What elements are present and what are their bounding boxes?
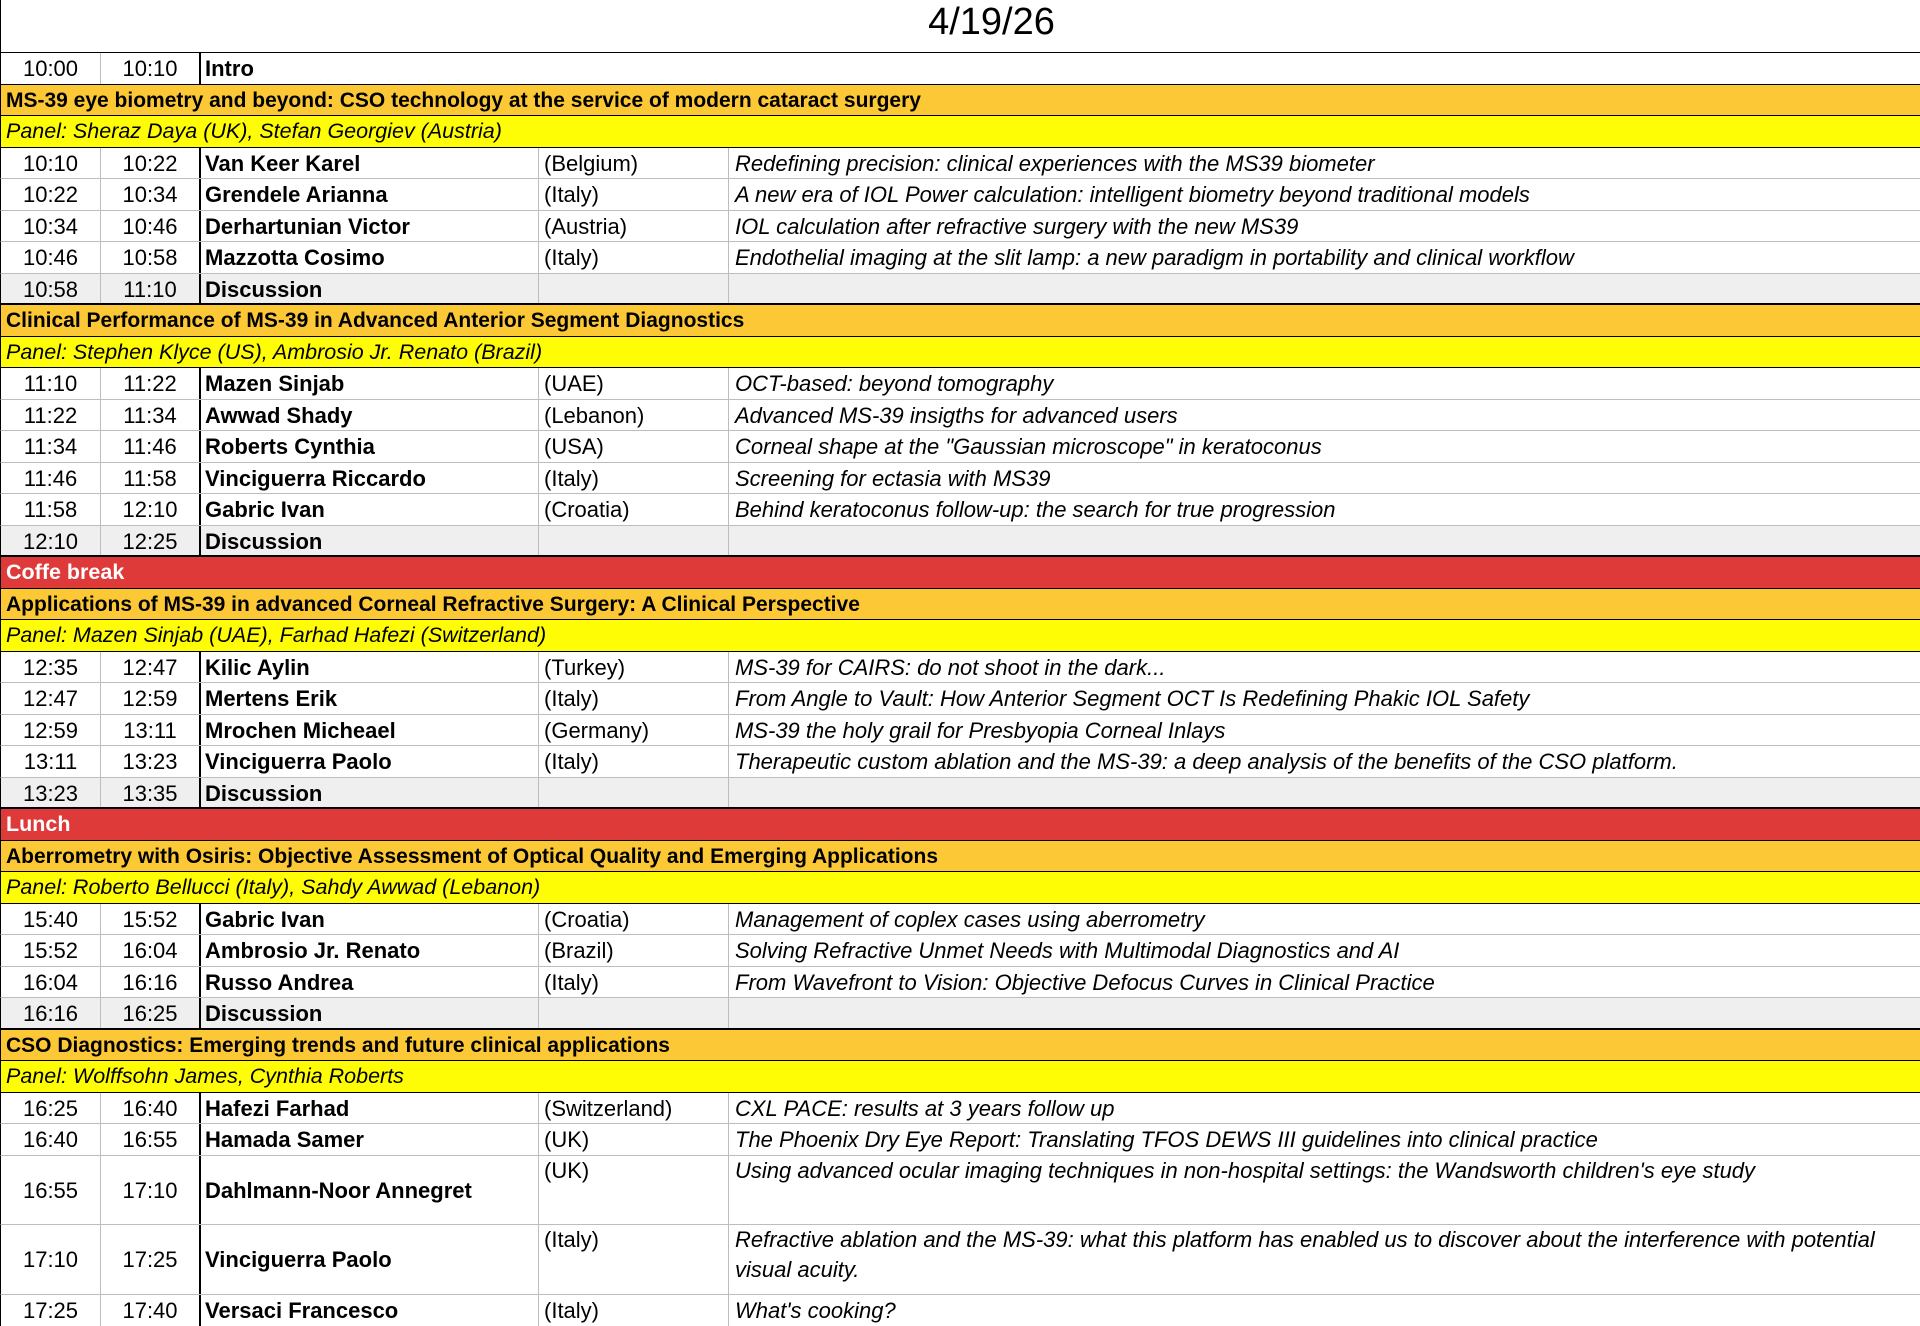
speaker-name: Roberts Cynthia <box>205 431 535 462</box>
talk-title: MS-39 the holy grail for Presbyopia Corneal Inlays <box>728 715 1920 746</box>
start-time: 11:46 <box>1 463 101 494</box>
empty-cell <box>728 274 1920 304</box>
start-time: 11:22 <box>1 400 101 431</box>
panel-row <box>0 337 1920 369</box>
empty-cell <box>728 778 1920 808</box>
discussion-row <box>0 274 1920 306</box>
talk-title: Advanced MS-39 insigths for advanced users <box>728 400 1920 431</box>
talk-title: Corneal shape at the "Gaussian microscope" in keratoconus <box>728 431 1920 462</box>
empty-cell <box>538 274 727 304</box>
talk-row <box>0 211 1920 243</box>
discussion-label: Discussion <box>205 778 535 808</box>
speaker-name: Mertens Erik <box>205 683 535 714</box>
speaker-country: (UK) <box>538 1124 727 1155</box>
panel-row <box>0 872 1920 904</box>
session-title: CSO Diagnostics: Emerging trends and future clinical applications <box>6 1030 1920 1061</box>
end-time: 13:23 <box>101 746 201 777</box>
end-time: 10:22 <box>101 148 201 179</box>
talk-row <box>0 967 1920 999</box>
panel-text: Panel: Roberto Bellucci (Italy), Sahdy Awwad (Lebanon) <box>6 872 1920 903</box>
talk-title: Therapeutic custom ablation and the MS-39: a deep analysis of the benefits of the CSO platform. <box>728 746 1920 777</box>
talk-row <box>0 652 1920 684</box>
end-time: 15:52 <box>101 904 201 935</box>
speaker-name: Gabric Ivan <box>205 494 535 525</box>
talk-title: Screening for ectasia with MS39 <box>728 463 1920 494</box>
talk-row <box>0 431 1920 463</box>
start-time: 12:47 <box>1 683 101 714</box>
end-time: 16:25 <box>101 998 201 1028</box>
speaker-name: Van Keer Karel <box>205 148 535 179</box>
talk-row <box>0 935 1920 967</box>
speaker-country: (Belgium) <box>538 148 727 179</box>
end-time: 17:25 <box>101 1225 201 1294</box>
session-header <box>0 1030 1920 1062</box>
speaker-name: Vinciguerra Paolo <box>205 746 535 777</box>
session-header <box>0 85 1920 117</box>
speaker-country: (Switzerland) <box>538 1093 727 1124</box>
schedule-rows <box>0 53 1920 1326</box>
speaker-name: Dahlmann-Noor Annegret <box>205 1156 535 1225</box>
start-time: 10:22 <box>1 179 101 210</box>
discussion-row <box>0 526 1920 558</box>
talk-title: The Phoenix Dry Eye Report: Translating TFOS DEWS III guidelines into clinical practice <box>728 1124 1920 1155</box>
talk-title: Refractive ablation and the MS-39: what this platform has enabled us to discover about the interference with potential visual acuity. <box>728 1225 1920 1294</box>
talk-row <box>0 715 1920 747</box>
speaker-country: (Brazil) <box>538 935 727 966</box>
end-time: 10:10 <box>101 53 201 84</box>
end-time: 11:58 <box>101 463 201 494</box>
talk-title: Management of coplex cases using aberrometry <box>728 904 1920 935</box>
end-time: 16:16 <box>101 967 201 998</box>
speaker-country: (Croatia) <box>538 904 727 935</box>
start-time: 10:58 <box>1 274 101 304</box>
speaker-country: (Italy) <box>538 242 727 273</box>
talk-title: MS-39 for CAIRS: do not shoot in the dark... <box>728 652 1920 683</box>
start-time: 16:55 <box>1 1156 101 1225</box>
speaker-country: (Turkey) <box>538 652 727 683</box>
empty-cell <box>728 998 1920 1028</box>
discussion-row <box>0 778 1920 810</box>
speaker-name: Vinciguerra Riccardo <box>205 463 535 494</box>
start-time: 12:10 <box>1 526 101 556</box>
speaker-name: Vinciguerra Paolo <box>205 1225 535 1294</box>
speaker-country: (Italy) <box>538 1225 727 1294</box>
start-time: 16:40 <box>1 1124 101 1155</box>
speaker-name: Mazen Sinjab <box>205 368 535 399</box>
empty-cell <box>538 526 727 556</box>
session-header <box>0 305 1920 337</box>
speaker-country: (Austria) <box>538 211 727 242</box>
start-time: 16:25 <box>1 1093 101 1124</box>
start-time: 13:23 <box>1 778 101 808</box>
discussion-label: Discussion <box>205 274 535 304</box>
speaker-name: Grendele Arianna <box>205 179 535 210</box>
talk-title: From Angle to Vault: How Anterior Segment OCT Is Redefining Phakic IOL Safety <box>728 683 1920 714</box>
speaker-country: (Italy) <box>538 1295 727 1326</box>
start-time: 10:10 <box>1 148 101 179</box>
start-time: 11:34 <box>1 431 101 462</box>
empty-cell <box>538 998 727 1028</box>
intro-label: Intro <box>205 53 535 84</box>
talk-row <box>0 148 1920 180</box>
talk-row <box>0 683 1920 715</box>
start-time: 13:11 <box>1 746 101 777</box>
end-time: 12:47 <box>101 652 201 683</box>
empty-cell <box>728 526 1920 556</box>
session-title: MS-39 eye biometry and beyond: CSO technology at the service of modern cataract surgery <box>6 85 1920 116</box>
talk-title: CXL PACE: results at 3 years follow up <box>728 1093 1920 1124</box>
start-time: 17:25 <box>1 1295 101 1326</box>
discussion-label: Discussion <box>205 998 535 1028</box>
talk-title: Solving Refractive Unmet Needs with Multimodal Diagnostics and AI <box>728 935 1920 966</box>
speaker-country: (UAE) <box>538 368 727 399</box>
start-time: 12:59 <box>1 715 101 746</box>
speaker-name: Hafezi Farhad <box>205 1093 535 1124</box>
session-title: Aberrometry with Osiris: Objective Assessment of Optical Quality and Emerging Applications <box>6 841 1920 872</box>
speaker-country: (Italy) <box>538 179 727 210</box>
speaker-name: Gabric Ivan <box>205 904 535 935</box>
panel-row <box>0 116 1920 148</box>
end-time: 12:10 <box>101 494 201 525</box>
speaker-name: Mrochen Micheael <box>205 715 535 746</box>
speaker-name: Ambrosio Jr. Renato <box>205 935 535 966</box>
start-time: 10:46 <box>1 242 101 273</box>
end-time: 12:59 <box>101 683 201 714</box>
start-time: 17:10 <box>1 1225 101 1294</box>
panel-row <box>0 620 1920 652</box>
start-time: 16:16 <box>1 998 101 1028</box>
end-time: 11:22 <box>101 368 201 399</box>
talk-row <box>0 1156 1920 1226</box>
talk-title: OCT-based: beyond tomography <box>728 368 1920 399</box>
end-time: 10:34 <box>101 179 201 210</box>
intro-row <box>0 53 1920 85</box>
speaker-name: Russo Andrea <box>205 967 535 998</box>
start-time: 11:10 <box>1 368 101 399</box>
session-title: Clinical Performance of MS-39 in Advanced Anterior Segment Diagnostics <box>6 305 1920 336</box>
talk-row <box>0 1225 1920 1295</box>
end-time: 16:04 <box>101 935 201 966</box>
speaker-name: Mazzotta Cosimo <box>205 242 535 273</box>
speaker-name: Versaci Francesco <box>205 1295 535 1326</box>
panel-text: Panel: Wolffsohn James, Cynthia Roberts <box>6 1061 1920 1092</box>
session-header <box>0 841 1920 873</box>
break-label: Coffe break <box>6 557 1920 588</box>
discussion-label: Discussion <box>205 526 535 556</box>
talk-row <box>0 179 1920 211</box>
end-time: 17:10 <box>101 1156 201 1225</box>
end-time: 11:34 <box>101 400 201 431</box>
talk-title: From Wavefront to Vision: Objective Defocus Curves in Clinical Practice <box>728 967 1920 998</box>
start-time: 12:35 <box>1 652 101 683</box>
break-label: Lunch <box>6 809 1920 840</box>
break-row <box>0 809 1920 841</box>
end-time: 11:10 <box>101 274 201 304</box>
talk-row <box>0 746 1920 778</box>
session-header <box>0 589 1920 621</box>
end-time: 13:11 <box>101 715 201 746</box>
start-time: 16:04 <box>1 967 101 998</box>
start-time: 15:52 <box>1 935 101 966</box>
talk-row <box>0 904 1920 936</box>
start-time: 10:00 <box>1 53 101 84</box>
start-time: 10:34 <box>1 211 101 242</box>
empty-cell <box>538 778 727 808</box>
speaker-name: Derhartunian Victor <box>205 211 535 242</box>
speaker-country: (USA) <box>538 431 727 462</box>
speaker-country: (Italy) <box>538 683 727 714</box>
start-time: 15:40 <box>1 904 101 935</box>
talk-row <box>0 242 1920 274</box>
end-time: 12:25 <box>101 526 201 556</box>
end-time: 11:46 <box>101 431 201 462</box>
speaker-name: Hamada Samer <box>205 1124 535 1155</box>
talk-row <box>0 1093 1920 1125</box>
talk-row <box>0 463 1920 495</box>
session-title: Applications of MS-39 in advanced Corneal Refractive Surgery: A Clinical Perspective <box>6 589 1920 620</box>
talk-title: A new era of IOL Power calculation: intelligent biometry beyond traditional models <box>728 179 1920 210</box>
panel-text: Panel: Mazen Sinjab (UAE), Farhad Hafezi (Switzerland) <box>6 620 1920 651</box>
start-time: 11:58 <box>1 494 101 525</box>
speaker-country: (UK) <box>538 1156 727 1225</box>
talk-row <box>0 368 1920 400</box>
panel-text: Panel: Sheraz Daya (UK), Stefan Georgiev (Austria) <box>6 116 1920 147</box>
talk-title: Endothelial imaging at the slit lamp: a new paradigm in portability and clinical workflow <box>728 242 1920 273</box>
speaker-name: Kilic Aylin <box>205 652 535 683</box>
discussion-row <box>0 998 1920 1030</box>
end-time: 10:58 <box>101 242 201 273</box>
speaker-country: (Italy) <box>538 463 727 494</box>
talk-title: Redefining precision: clinical experiences with the MS39 biometer <box>728 148 1920 179</box>
end-time: 10:46 <box>101 211 201 242</box>
talk-title: IOL calculation after refractive surgery with the new MS39 <box>728 211 1920 242</box>
end-time: 16:40 <box>101 1093 201 1124</box>
talk-title: Behind keratoconus follow-up: the search for true progression <box>728 494 1920 525</box>
date-title: 4/19/26 <box>0 0 1920 53</box>
speaker-country: (Italy) <box>538 967 727 998</box>
panel-text: Panel: Stephen Klyce (US), Ambrosio Jr. Renato (Brazil) <box>6 337 1920 368</box>
end-time: 13:35 <box>101 778 201 808</box>
talk-title: Using advanced ocular imaging techniques in non-hospital settings: the Wandsworth children's eye study <box>728 1156 1920 1225</box>
speaker-country: (Germany) <box>538 715 727 746</box>
talk-row <box>0 1295 1920 1326</box>
speaker-country: (Croatia) <box>538 494 727 525</box>
end-time: 16:55 <box>101 1124 201 1155</box>
speaker-country: (Lebanon) <box>538 400 727 431</box>
panel-row <box>0 1061 1920 1093</box>
speaker-country: (Italy) <box>538 746 727 777</box>
speaker-name: Awwad Shady <box>205 400 535 431</box>
talk-row <box>0 1124 1920 1156</box>
talk-row <box>0 400 1920 432</box>
talk-title: What's cooking? <box>728 1295 1920 1326</box>
talk-row <box>0 494 1920 526</box>
break-row <box>0 557 1920 589</box>
end-time: 17:40 <box>101 1295 201 1326</box>
